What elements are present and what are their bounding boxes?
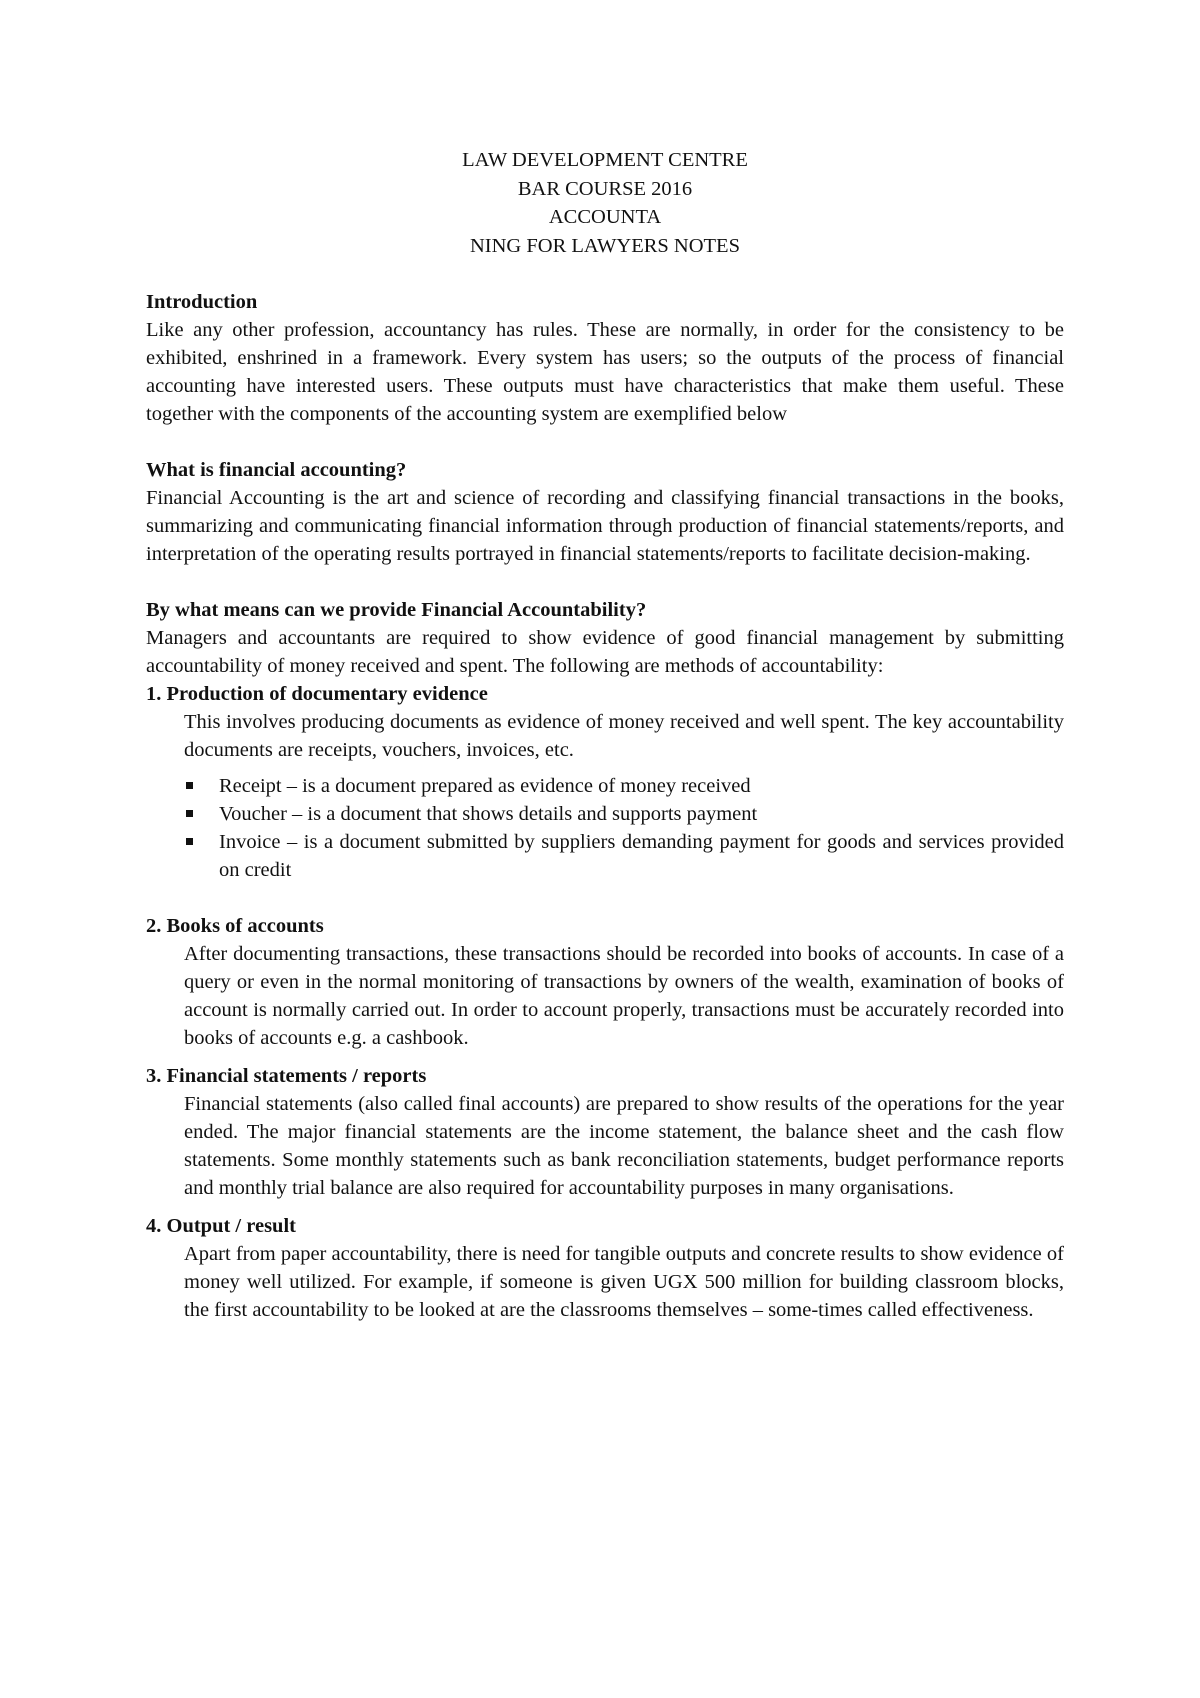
square-bullet-icon — [186, 838, 193, 845]
financial-accounting-paragraph: Financial Accounting is the art and science of recording and classifying financial transactions in the books, summarizing and communicating financial information through production of financial statements/reports, and interpretation of the operating results portrayed in financial statements/reports to facilitate decision-making. — [146, 487, 1064, 565]
list-item — [184, 828, 1064, 884]
method-description: After documenting transactions, these transactions should be recorded into books of accounts. In case of a query or even in the normal monitoring of transactions by owners of the wealth, examination of books of account is normally carried out. In order to account properly, transactions must be accurately recorded into books of accounts e.g. a cashbook. — [184, 943, 1064, 1049]
list-item-text: Receipt – is a document prepared as evidence of money received — [219, 775, 751, 797]
square-bullet-icon — [186, 782, 193, 789]
method-financial-statements — [146, 1062, 1064, 1202]
header-title-part1: ACCOUNTA — [548, 206, 662, 228]
method-documentary-evidence — [146, 680, 1064, 884]
introduction-paragraph: Like any other profession, accountancy has rules. These are normally, in order for the consistency to be exhibited, enshrined in a framework. Every system has users; so the outputs of the process of financial accounting have interested users. These outputs must have characteristics that make them useful. These together with the components of the accounting system are exemplified below — [146, 319, 1064, 425]
financial-accounting-section — [146, 456, 1064, 568]
method-description: Financial statements (also called final accounts) are prepared to show results of the operations for the year ended. The major financial statements are the income statement, the balance sheet and the cash flow statements. Some monthly statements such as bank reconciliation statements, budget performance reports and monthly trial balance are also required for accountability purposes in many organisations. — [184, 1093, 1064, 1199]
header-title-part2: NING FOR LAWYERS NOTES — [470, 234, 740, 257]
financial-accounting-heading: What is financial accounting? — [146, 459, 407, 481]
method-books-of-accounts — [146, 912, 1064, 1052]
header-institution: LAW DEVELOPMENT CENTRE — [462, 149, 748, 171]
header-course: BAR COURSE 2016 — [517, 177, 693, 200]
square-bullet-icon — [186, 810, 193, 817]
list-item-text: Invoice – is a document submitted by suppliers demanding payment for goods and services provided on credit — [219, 831, 1064, 881]
document-types-list — [146, 772, 1064, 884]
accountability-heading: By what means can we provide Financial Accountability? — [146, 599, 647, 621]
list-item-text: Voucher – is a document that shows details and supports payment — [219, 803, 758, 825]
introduction-heading: Introduction — [146, 291, 258, 313]
document-header — [146, 146, 1064, 260]
method-title: 4. Output / result — [146, 1215, 296, 1237]
method-output-result — [146, 1212, 1064, 1324]
accountability-paragraph: Managers and accountants are required to show evidence of good financial management by submitting accountability of money received and spent. The following are methods of accountability: — [146, 627, 1064, 677]
method-description: Apart from paper accountability, there is need for tangible outputs and concrete results to show evidence of money well utilized. For example, if someone is given UGX 500 million for building classroom blocks, the first accountability to be looked at are the classrooms themselves – some-times called effectiveness. — [184, 1243, 1064, 1321]
accountability-section — [146, 596, 1064, 1324]
list-item — [184, 800, 1064, 828]
list-item — [184, 772, 1064, 800]
introduction-section — [146, 288, 1064, 428]
method-title: 2. Books of accounts — [146, 915, 324, 937]
method-title: 1. Production of documentary evidence — [146, 683, 488, 705]
method-title: 3. Financial statements / reports — [146, 1065, 427, 1087]
method-description: This involves producing documents as evidence of money received and well spent. The key accountability documents are receipts, vouchers, invoices, etc. — [184, 711, 1064, 761]
